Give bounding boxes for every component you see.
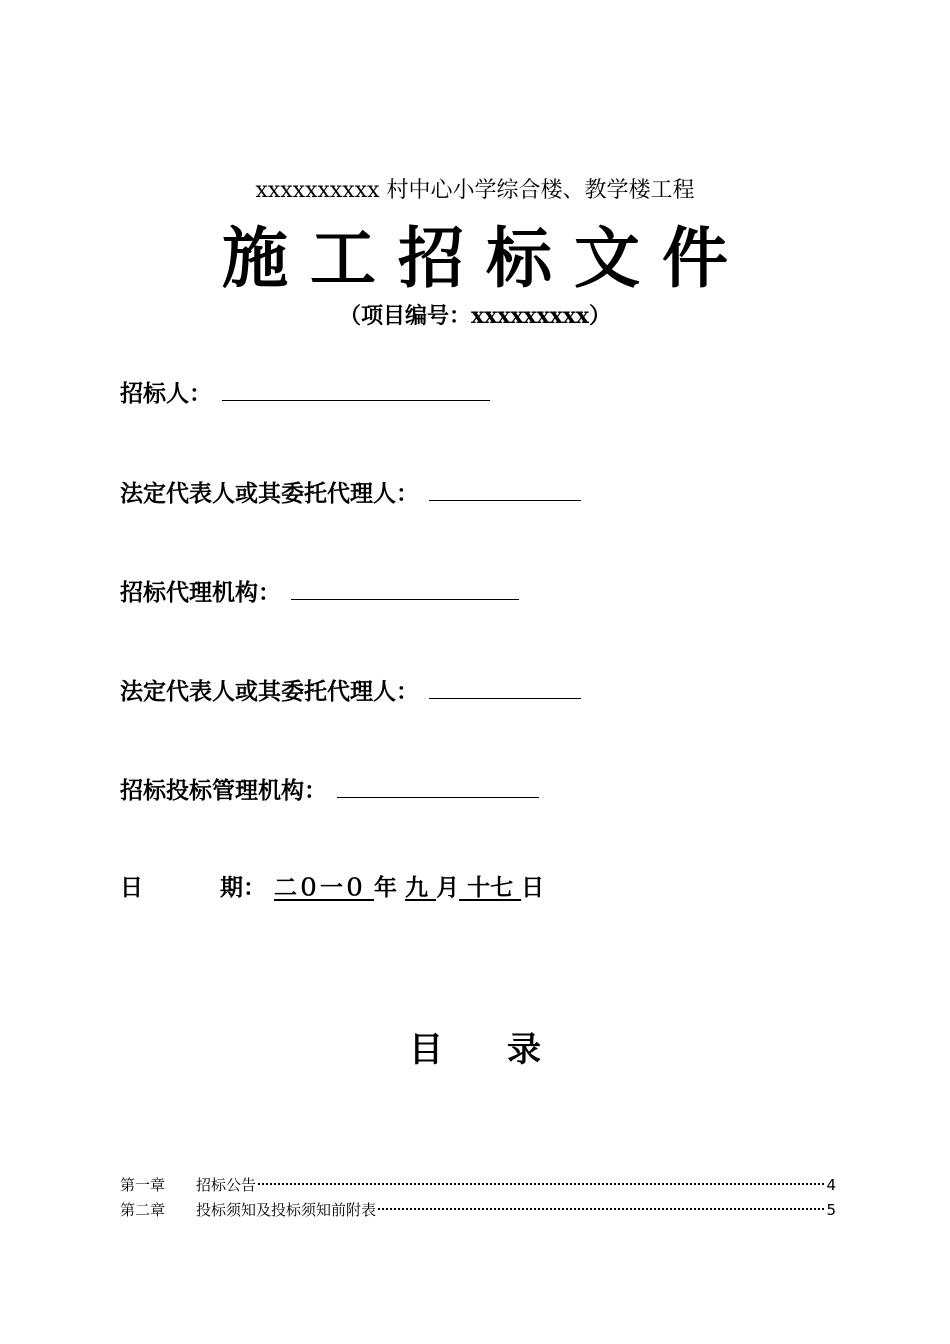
field-agency <box>120 577 519 608</box>
field-label: 招标投标管理机构： <box>120 777 327 804</box>
project-subtitle: xxxxxxxxxx 村中心小学综合楼、教学楼工程 <box>255 178 695 203</box>
date-year-unit: 年 <box>374 874 398 901</box>
field-label: 法定代表人或其委托代理人： <box>120 678 419 705</box>
toc-leader-dots <box>378 1208 824 1210</box>
toc-title: 目录 <box>409 1030 605 1070</box>
date-month: 九 <box>405 874 437 901</box>
blank-line <box>429 478 581 501</box>
date-label-ri: 日 <box>120 874 143 901</box>
date-label-qi: 期： <box>220 874 266 901</box>
blank-line <box>337 775 539 798</box>
field-label: 招标代理机构： <box>120 579 281 606</box>
field-management <box>120 775 539 806</box>
toc-name: 招标公告 <box>196 1176 257 1194</box>
date-row <box>120 872 544 904</box>
project-number: （项目编号：xxxxxxxxx） <box>338 303 612 329</box>
toc-page: 5 <box>826 1201 836 1219</box>
toc-leader-dots <box>258 1183 824 1185</box>
table-of-contents <box>120 1173 836 1223</box>
date-day: 十七 <box>459 874 522 901</box>
toc-page: 4 <box>826 1176 836 1194</box>
document-title: 施工招标文件 <box>222 219 750 297</box>
toc-name: 投标须知及投标须知前附表 <box>196 1201 377 1219</box>
blank-line <box>222 378 490 401</box>
date-year: 二０一０ <box>274 874 375 901</box>
toc-chapter: 第二章 <box>120 1201 166 1219</box>
field-tenderer <box>120 378 490 409</box>
blank-line <box>429 676 581 699</box>
field-label: 招标人： <box>120 380 212 407</box>
field-label: 法定代表人或其委托代理人： <box>120 480 419 507</box>
date-month-unit: 月 <box>436 874 460 901</box>
toc-entry-2[interactable] <box>120 1198 836 1223</box>
blank-line <box>291 577 519 600</box>
field-legal-rep-1 <box>120 478 581 509</box>
toc-entry-1[interactable] <box>120 1173 836 1198</box>
field-legal-rep-2 <box>120 676 581 707</box>
toc-chapter: 第一章 <box>120 1176 166 1194</box>
date-day-unit: 日 <box>521 874 545 901</box>
